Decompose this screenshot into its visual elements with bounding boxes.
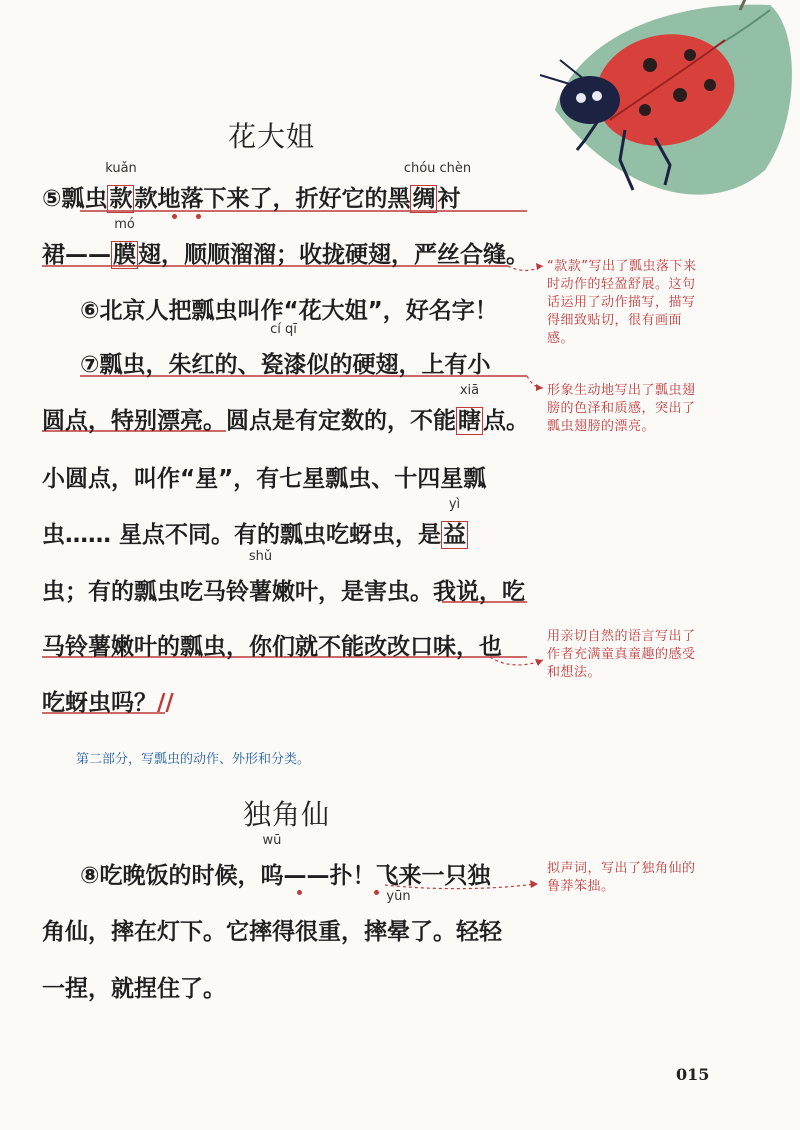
ruby-shu: [248, 549, 273, 606]
ladybug-spot: [684, 49, 696, 61]
pinyin: yì: [448, 497, 461, 512]
part-summary: 第二部分，写瓢虫的动作、外形和分类。: [76, 752, 311, 767]
section-end-mark: //: [157, 690, 174, 716]
annotation-arrow: [527, 376, 543, 388]
text-run: 晕: [387, 919, 410, 945]
pinyin: wū: [262, 833, 282, 848]
ladybug-spot: [704, 79, 716, 91]
ladybug-spot: [673, 88, 687, 102]
text-run: 小圆点，叫作“星”，有七星瓢虫、十四星瓢: [42, 466, 487, 492]
text-run: 衬: [437, 186, 461, 212]
text-run: 裙——: [42, 242, 111, 268]
text-run: 点。: [483, 408, 529, 434]
emphasis-dot: [196, 214, 201, 219]
text-run: ⑧吃晚饭的时候，: [80, 863, 261, 889]
ruby-ciqi: [260, 322, 307, 379]
paragraph-7-line-3: [42, 460, 486, 493]
paragraph-8-line-2: [42, 889, 502, 946]
pinyin: kuǎn: [105, 161, 137, 176]
pinyin: mó: [114, 217, 135, 232]
boxed-char: 瞎: [458, 408, 481, 434]
boxed-char: 款: [109, 186, 133, 212]
ruby-yi: [441, 497, 468, 549]
pinyin: cí qī: [270, 322, 297, 337]
text-run: 虫…… 星点不同。有的瓢虫吃蚜虫，是: [42, 522, 442, 548]
emphasis-dot: [297, 890, 302, 895]
paragraph-7-line-4: [42, 497, 468, 549]
boxed-char: 绸: [412, 186, 436, 212]
paragraph-7-line-7: [42, 684, 174, 717]
paragraph-8-line-3: [42, 970, 226, 1003]
paragraph-7-line-1: [80, 322, 491, 379]
pinyin: chóu chèn: [403, 161, 472, 176]
ruby-chou: [403, 161, 472, 213]
text-run: ⑤瓢虫: [42, 186, 108, 212]
margin-note-1: “款款”写出了瓢虫落下来时动作的轻盈舒展。这句话运用了动作描写，描写得细致贴切，很有画面感。: [547, 259, 697, 346]
paragraph-7-line-5: [42, 549, 525, 606]
pinyin: yūn: [386, 889, 411, 904]
ruby-mo: [111, 217, 138, 269]
ladybug-on-leaf-illustration: [515, 0, 800, 215]
text-run: ——扑！: [283, 863, 376, 889]
emphasis-dot: [374, 890, 379, 895]
text-run: 虫；有的瓢虫吃马铃: [42, 579, 249, 605]
arrowhead: [536, 263, 543, 270]
paragraph-7-line-2: [42, 383, 529, 435]
text-run: 薯: [249, 579, 272, 605]
pinyin: shǔ: [248, 549, 273, 564]
ladybug-eye: [592, 91, 602, 101]
text-run: 一捏，就捏住了。: [42, 976, 226, 1002]
text-run: 款地落下来了，折好它的黑: [134, 186, 411, 212]
margin-note-4: 拟声词，写出了独角仙的鲁莽笨拙。: [547, 861, 696, 894]
ruby-wu: [260, 833, 284, 890]
arrowhead: [530, 880, 538, 888]
text-run: 圆点，特别漂亮。圆点是有定数的，不能: [42, 408, 456, 434]
pinyin: xiā: [459, 383, 480, 398]
text-run: 似的硬翅，上有小: [306, 352, 491, 378]
page-number: 015: [676, 1065, 710, 1084]
ruby-kuan: [105, 161, 137, 213]
ladybug-spot: [643, 58, 657, 72]
text-run: 嫩叶，是害虫。我说，吃: [272, 579, 525, 605]
ladybug-antenna: [540, 75, 573, 85]
boxed-char: 膜: [113, 242, 136, 268]
paragraph-7-line-6: [42, 628, 502, 661]
ladybug-spot: [639, 104, 651, 116]
arrowhead: [536, 384, 543, 391]
ruby-yun: [386, 889, 411, 946]
paragraph-6: [80, 292, 498, 325]
paragraph-8-line-1: [80, 833, 491, 890]
text-run: 了。轻轻: [410, 919, 502, 945]
margin-note-2: 形象生动地写出了瓢虫翅膀的色泽和质感，突出了瓢虫翅膀的漂亮。: [547, 383, 696, 434]
text-run: ⑥北京人把瓢虫叫作“花大姐”，好名字！: [80, 298, 498, 324]
margin-note-3: 用亲切自然的语言写出了作者充满童真童趣的感受和想法。: [547, 629, 696, 680]
text-run: 呜: [260, 863, 284, 889]
section-title-huadajie: 花大姐: [228, 120, 316, 153]
arrowhead: [535, 659, 543, 666]
text-run: 吃蚜虫吗？: [42, 690, 157, 716]
text-run: 马铃薯嫩叶的瓢虫，你们就不能改改口味，也: [42, 634, 502, 660]
ladybug-eye: [576, 93, 586, 103]
text-run: 角仙，摔在灯下。它摔得很重，摔: [42, 919, 387, 945]
boxed-char: 益: [443, 522, 467, 548]
text-run: 瓷漆: [260, 352, 307, 378]
text-run: 翅，顺顺溜溜；收拢硬翅，严丝合缝。: [138, 242, 529, 268]
section-title-dujiaoxian: 独角仙: [243, 798, 331, 831]
text-run: 飞来一只独: [375, 863, 491, 889]
ruby-xia: [456, 383, 483, 435]
paragraph-5-line-2: [42, 217, 529, 269]
paragraph-5-line-1: [42, 161, 472, 213]
emphasis-dot: [172, 214, 177, 219]
text-run: ⑦瓢虫，朱红的、: [80, 352, 261, 378]
